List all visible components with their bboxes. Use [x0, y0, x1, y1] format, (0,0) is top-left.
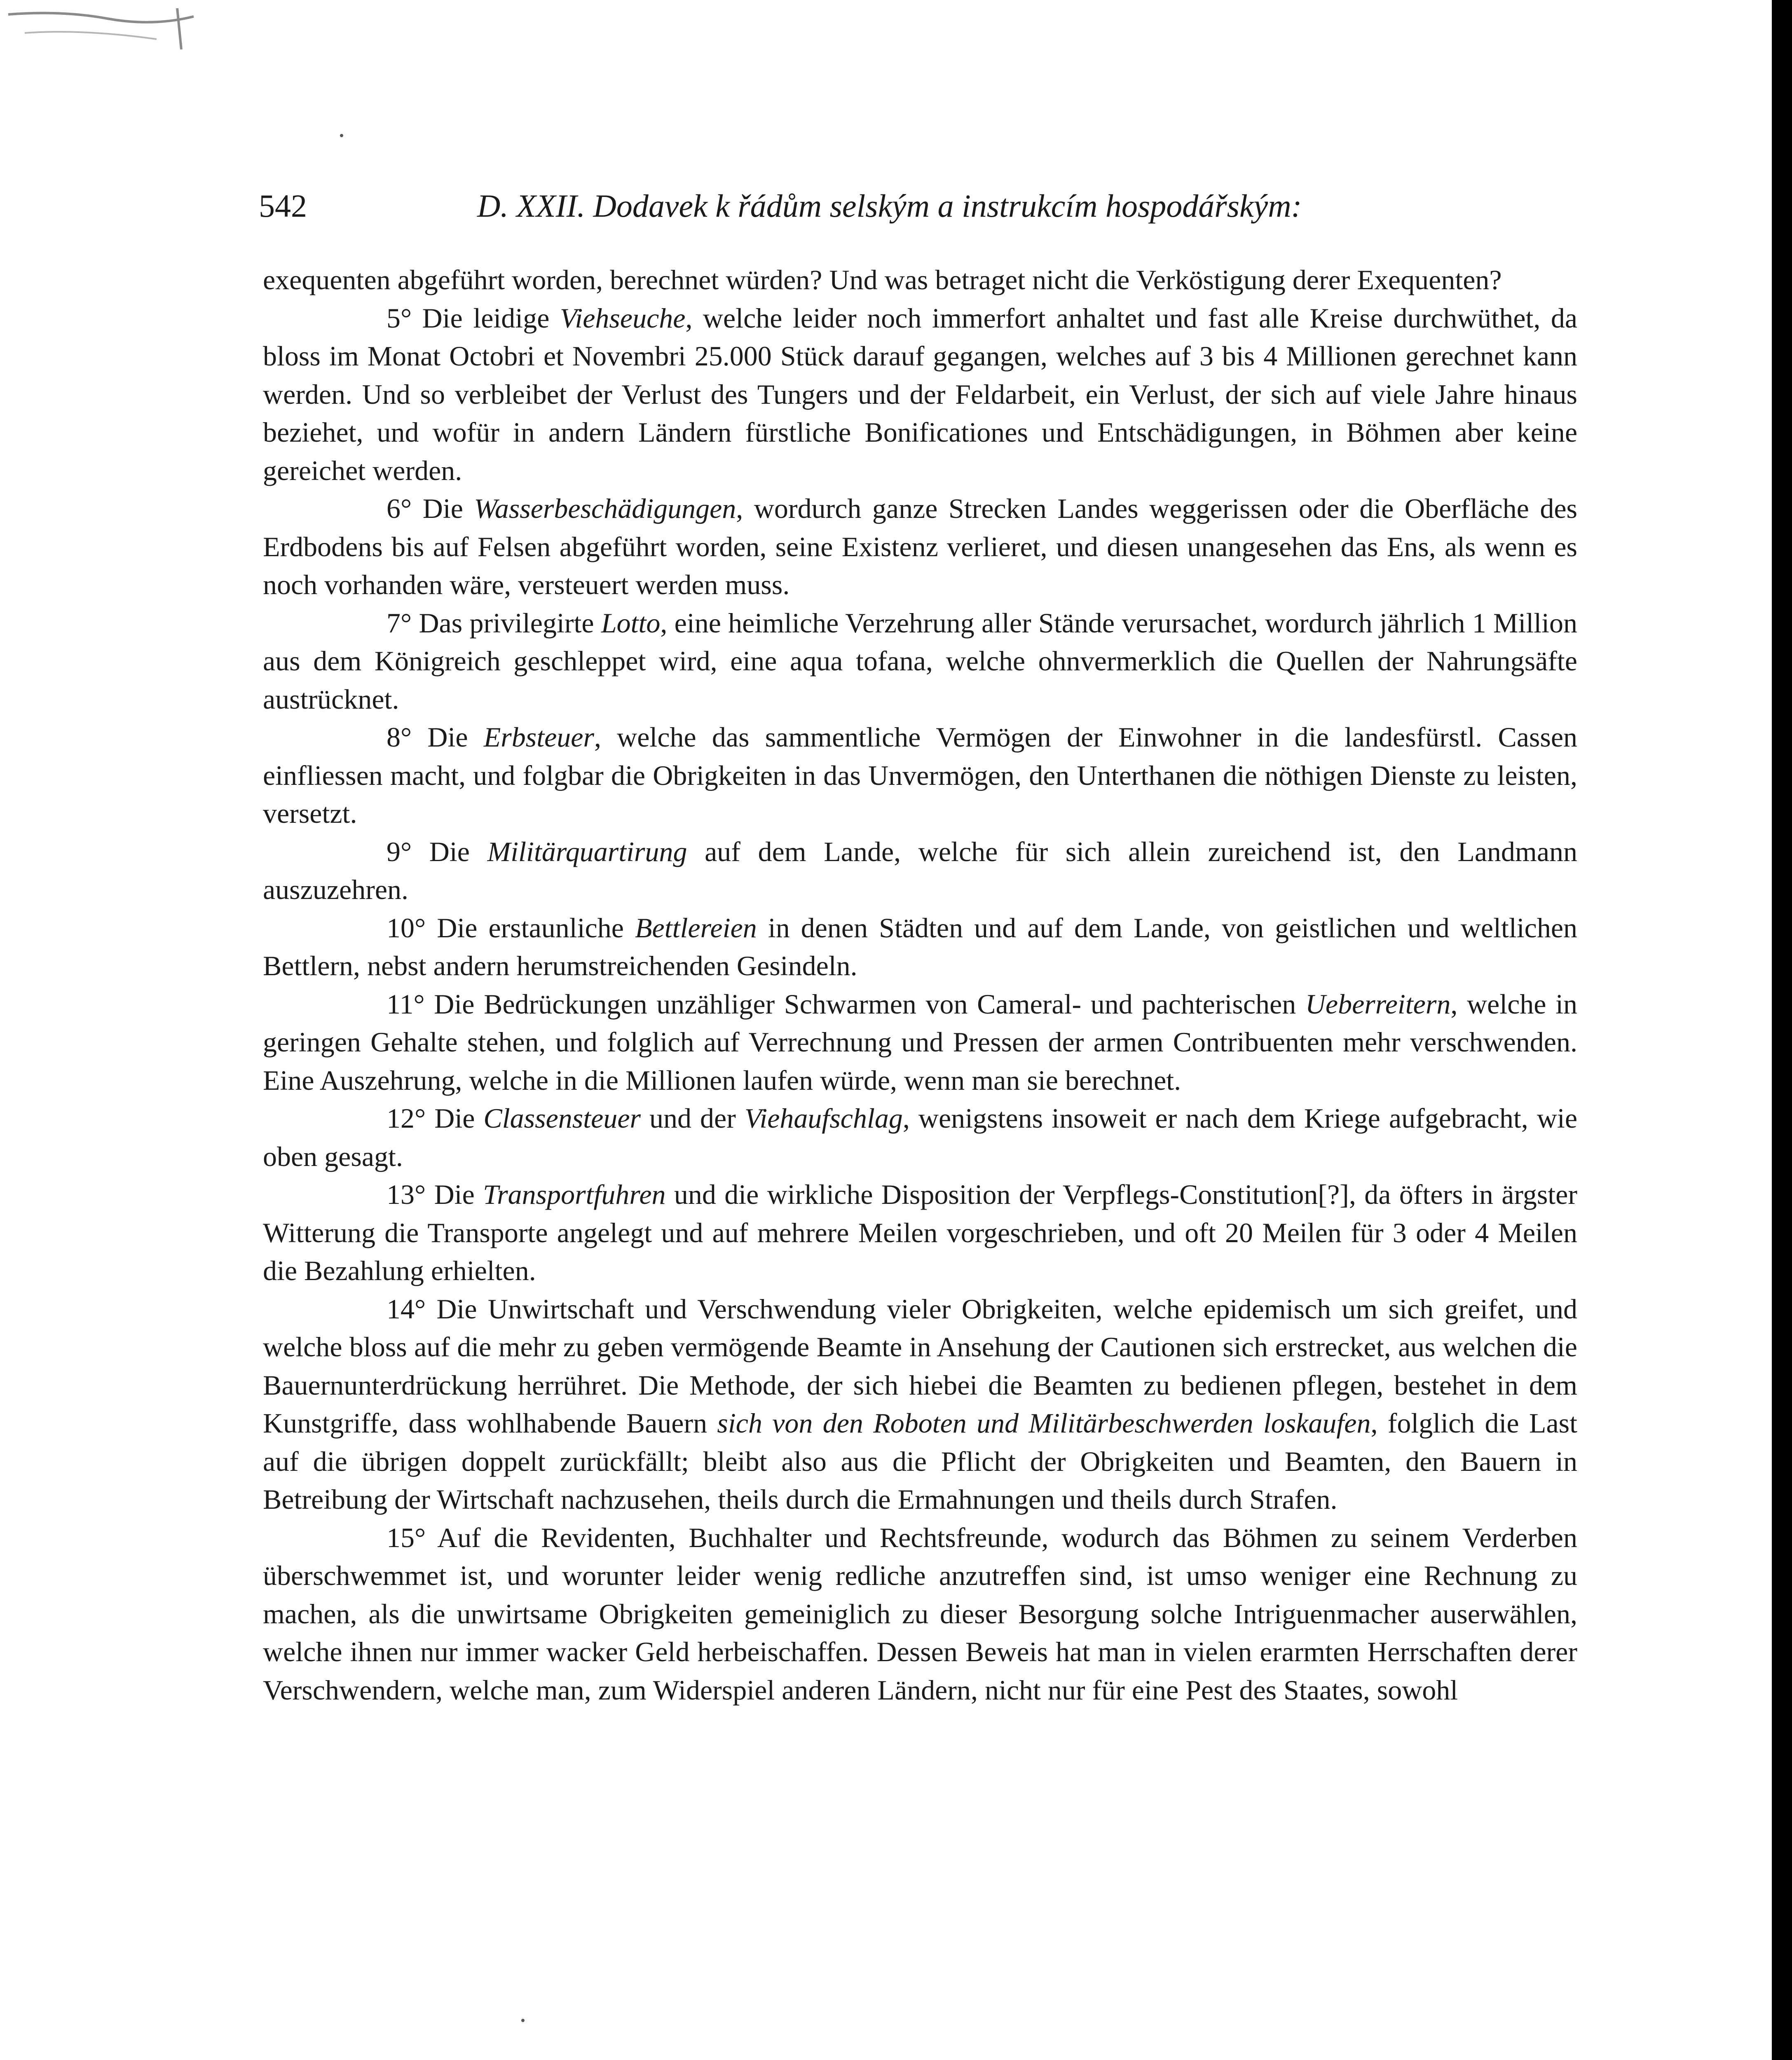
- text-run: und die wirkliche Disposition der Verpflegs-Constitution[?], da öfters in ärgster Witterung die Transporte angelegt und auf mehrere Meilen vorgeschrieben, und oft 20 Meilen für 3 oder 4 Meilen die Bezahlung erhielten.: [263, 1179, 1578, 1286]
- text-run: , wenigstens insoweit er nach dem Kriege aufgebracht, wie oben gesagt.: [263, 1103, 1577, 1172]
- running-header: [259, 187, 1536, 233]
- emphasized-term: Militärquartirung: [487, 836, 687, 867]
- text-run: 6° Die: [387, 493, 474, 524]
- paragraph: [263, 1175, 1577, 1290]
- paragraph: [263, 299, 1577, 490]
- text-run: in denen Städten und auf dem Lande, von geistlichen und weltlichen Bettlern, nebst andern herumstreichenden Gesindeln.: [263, 912, 1577, 981]
- text-run: 8° Die: [387, 721, 484, 753]
- emphasized-term: Bettlereien: [635, 912, 757, 943]
- paragraph: [263, 1290, 1577, 1519]
- paragraph: [263, 909, 1577, 985]
- dust-speck: [340, 134, 343, 137]
- paragraph: [263, 718, 1577, 833]
- emphasized-term: Wasserbeschädigungen: [474, 493, 736, 524]
- text-run: 11° Die Bedrückungen unzähliger Schwarmen von Cameral- und pachterischen: [387, 988, 1305, 1020]
- running-title: D. XXII. Dodavek k řádům selským a instrukcím hospodářským:: [477, 188, 1302, 224]
- text-run: 7° Das privilegirte: [387, 607, 601, 639]
- text-run: 13° Die: [387, 1179, 483, 1210]
- emphasized-term: Viehaufschlag: [744, 1103, 903, 1134]
- paragraph: [263, 985, 1577, 1100]
- text-run: , welche in geringen Gehalte stehen, und folglich auf Verrechnung und Pressen der armen Contribuenten mehr verschwenden. Eine Auszehrung, welche in die Millionen laufen würde, wenn man sie berechnet.: [263, 988, 1578, 1096]
- text-run: und der: [640, 1103, 745, 1134]
- text-run: , wordurch ganze Strecken Landes weggerissen oder die Oberfläche des Erdbodens bis auf Felsen abgeführt worden, seine Existenz verlieret, und diesen unangesehen das Ens, als wenn es noch vorhanden wäre, versteuert werden muss.: [263, 493, 1578, 600]
- paragraph: [263, 1519, 1577, 1709]
- scan-border: [1772, 0, 1792, 2060]
- emphasized-term: sich von den Roboten und Militärbeschwerden loskaufen: [717, 1407, 1371, 1439]
- text-run: 12° Die: [387, 1103, 484, 1134]
- dust-speck: [521, 2019, 525, 2022]
- text-run: auf dem Lande, welche für sich allein zureichend ist, den Landmann auszuzehren.: [263, 836, 1578, 905]
- paragraph: [263, 604, 1577, 719]
- emphasized-term: Transportfuhren: [483, 1179, 666, 1210]
- text-run: 14° Die Unwirtschaft und Verschwendung vieler Obrigkeiten, welche epidemisch um sich greifet, und welche bloss auf die mehr zu geben vermögende Beamte in Ansehung der Cautionen sich erstrecket, aus welchen die Bauernunterdrückung herrühret. Die Methode, der sich hiebei die Beamten zu bedienen pflegen, bestehet in dem Kunstgriffe, dass wohlhabende Bauern: [263, 1293, 1577, 1439]
- emphasized-term: Viehseuche: [560, 302, 686, 334]
- text-run: exequenten abgeführt worden, berechnet würden? Und was betraget nicht die Verköstigung derer Exequenten?: [263, 264, 1502, 295]
- scan-corner-mark: [0, 0, 206, 62]
- body-text: [263, 261, 1577, 1709]
- emphasized-term: Lotto: [601, 607, 661, 639]
- text-run: , folglich die Last auf die übrigen doppelt zurückfällt; bleibt also aus die Pflicht der Obrigkeiten und Beamten, den Bauern in Betreibung der Wirtschaft nachzusehen, theils durch die Ermahnungen und theils durch Strafen.: [263, 1407, 1577, 1515]
- emphasized-term: Erbsteuer: [483, 721, 594, 753]
- text-run: , welche leider noch immerfort anhaltet und fast alle Kreise durchwüthet, da bloss im Monat Octobri et Novembri 25.000 Stück darauf gegangen, welches auf 3 bis 4 Millionen gerechnet kann werden. Und so verbleibet der Verlust des Tungers und der Feldarbeit, ein Verlust, der sich auf viele Jahre hinaus beziehet, und wofür in andern Ländern fürstliche Bonificationes und Entschädigungen, in Böhmen aber keine gereichet werden.: [263, 302, 1578, 486]
- text-run: 15° Auf die Revidenten, Buchhalter und Rechtsfreunde, wodurch das Böhmen zu seinem Verderben überschwemmet ist, und worunter leider wenig redliche anzutreffen sind, ist umso weniger eine Rechnung zu machen, als die unwirtsame Obrigkeiten gemeiniglich zu dieser Besorgung solche Intriguenmacher auserwählen, welche ihnen nur immer wacker Geld herbeischaffen. Dessen Beweis hat man in vielen erarmten Herrschaften derer Verschwendern, welche man, zum Widerspiel anderen Ländern, nicht nur für eine Pest des Staates, sowohl: [263, 1522, 1577, 1706]
- paragraph: [263, 1099, 1577, 1175]
- text-run: , welche das sammentliche Vermögen der Einwohner in die landesfürstl. Cassen einfliessen macht, und folgbar die Obrigkeiten in das Unvermögen, den Unterthanen die nöthigen Dienste zu leisten, versetzt.: [263, 721, 1578, 829]
- paragraph: [263, 833, 1577, 909]
- emphasized-term: Classensteuer: [483, 1103, 641, 1134]
- text-run: 9° Die: [387, 836, 487, 867]
- paragraph: [263, 489, 1577, 604]
- text-run: , eine heimliche Verzehrung aller Stände verursachet, wordurch jährlich 1 Million aus dem Königreich geschleppet wird, eine aqua tofana, welche ohnvermerklich die Quellen der Nahrungsäfte austrücknet.: [263, 607, 1577, 715]
- text-run: 10° Die erstaunliche: [387, 912, 635, 943]
- page-number: 542: [259, 188, 307, 224]
- text-run: 5° Die leidige: [387, 302, 560, 334]
- paragraph: [263, 261, 1577, 299]
- emphasized-term: Ueberreitern: [1305, 988, 1451, 1020]
